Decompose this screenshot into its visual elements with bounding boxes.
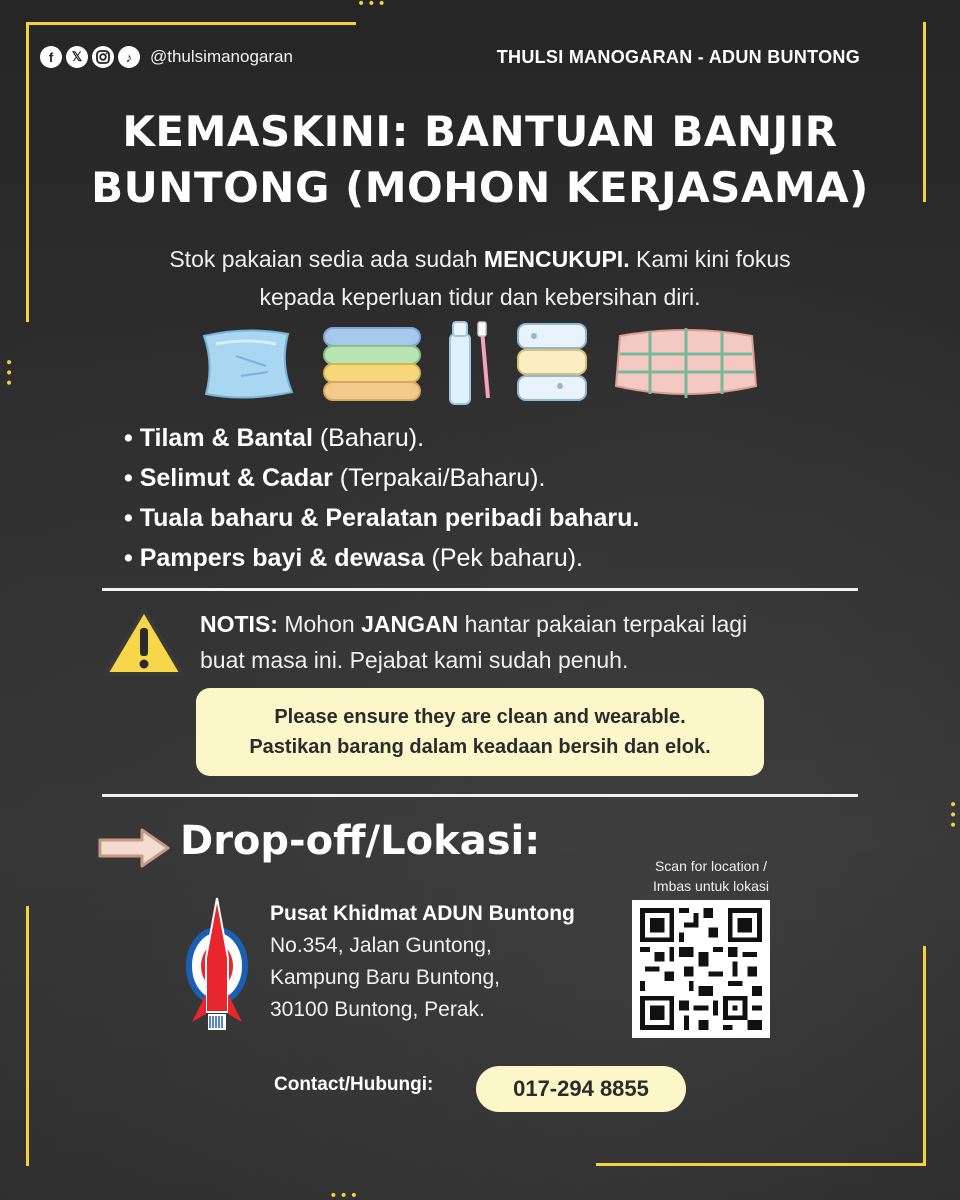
notice-label: NOTIS: (200, 611, 278, 637)
title-line: KEMASKINI: BANTUAN BANJIR (122, 107, 838, 156)
scan-instructions (626, 856, 796, 896)
address-line: No.354, Jalan Guntong, (270, 934, 492, 957)
brand-name: THULSI MANOGARAN - ADUN BUNTONG (496, 46, 860, 67)
contact-label: Contact/Hubungi: (274, 1074, 434, 1095)
toiletries-icon (444, 318, 496, 406)
divider (102, 794, 858, 797)
list-item (124, 538, 639, 578)
list-item (124, 498, 639, 538)
phone-number[interactable]: 017-294 8855 (476, 1066, 686, 1112)
notice-part: Mohon (277, 611, 362, 637)
cleanliness-note (196, 688, 764, 776)
page-title (0, 104, 960, 216)
notice-emphasis: JANGAN (361, 611, 459, 637)
scan-line: Imbas untuk lokasi (653, 878, 769, 894)
decor-dots: ••• (0, 358, 16, 389)
arrow-right-icon (96, 826, 172, 870)
intro-line: kepada keperluan tidur dan kebersihan diri. (259, 284, 701, 310)
towels-icon (320, 324, 424, 404)
intro-emphasis: MENCUKUPI. (483, 246, 630, 272)
header (40, 42, 860, 72)
decor-dots: ••• (944, 800, 960, 831)
needs-list (124, 418, 639, 578)
tiktok-icon[interactable]: ♪ (118, 46, 140, 68)
notice-line: buat masa ini. Pejabat kami sudah penuh. (200, 647, 629, 673)
instagram-icon[interactable] (92, 46, 114, 68)
blanket-icon (610, 324, 762, 404)
divider (102, 588, 858, 591)
pillow-icon (196, 326, 296, 402)
notice-part: hantar pakaian terpakai lagi (458, 611, 748, 637)
item-bold: Selimut & Cadar (139, 464, 333, 492)
warning-icon (102, 606, 186, 678)
office-address (270, 898, 575, 1026)
notice-text (200, 606, 860, 678)
x-icon[interactable]: 𝕏 (66, 46, 88, 68)
intro-text-part: Stok pakaian sedia ada sudah (169, 246, 484, 272)
frame-line (596, 1163, 926, 1166)
dropoff-heading: Drop-off/Lokasi: (180, 818, 541, 864)
frame-line (26, 22, 356, 25)
item-rest: (Baharu). (312, 424, 425, 452)
frame-line (26, 906, 29, 1166)
scan-line: Scan for location / (654, 858, 768, 874)
intro-text (80, 240, 880, 316)
list-item (124, 418, 639, 458)
social-handle[interactable]: @thulsimanogaran (150, 47, 293, 66)
party-logo-icon (184, 894, 250, 1034)
office-name: Pusat Khidmat ADUN Buntong (270, 902, 575, 925)
item-bold: Tuala baharu & Peralatan peribadi baharu. (139, 504, 640, 532)
item-rest: (Terpakai/Baharu). (332, 464, 546, 492)
title-line: BUNTONG (MOHON KERJASAMA) (91, 163, 869, 212)
decor-dots: ••• (357, 0, 388, 12)
item-illustrations (196, 318, 766, 408)
note-line: Pastikan barang dalam keadaan bersih dan elok. (249, 736, 711, 758)
intro-text-part: Kami kini fokus (629, 246, 791, 272)
frame-line (923, 946, 926, 1166)
note-line: Please ensure they are clean and wearable. (274, 706, 686, 728)
address-line: 30100 Buntong, Perak. (270, 998, 485, 1021)
facebook-icon[interactable]: f (40, 46, 62, 68)
decor-dots: ••• (329, 1188, 360, 1200)
item-rest: (Pek baharu). (424, 544, 583, 572)
social-links (40, 46, 293, 68)
address-line: Kampung Baru Buntong, (270, 966, 500, 989)
list-item (124, 458, 639, 498)
diapers-icon (514, 320, 590, 406)
location-qr-code[interactable] (632, 900, 770, 1038)
item-bold: Pampers bayi & dewasa (139, 544, 425, 572)
item-bold: Tilam & Bantal (139, 424, 313, 452)
